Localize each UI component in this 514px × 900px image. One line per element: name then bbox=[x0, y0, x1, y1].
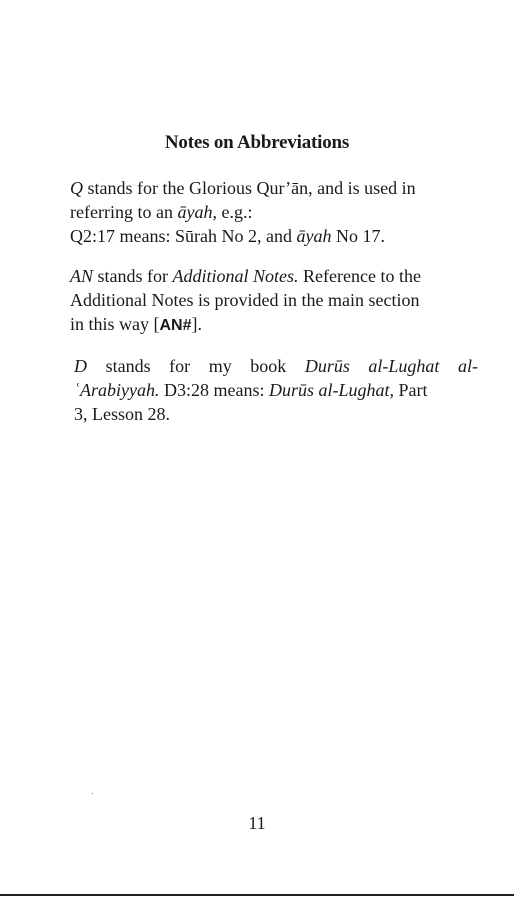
book-title: Durūs al-Lughat, bbox=[268, 380, 394, 400]
text-span: No 17. bbox=[331, 226, 385, 246]
text-span: , e.g.: bbox=[212, 202, 253, 222]
text-line bbox=[70, 224, 478, 248]
text-span: stands for bbox=[93, 266, 173, 286]
text-span: Part bbox=[394, 380, 428, 400]
text-span: Q2:17 means: Sūrah No 2, and bbox=[70, 226, 297, 246]
text-line bbox=[70, 402, 478, 426]
text-span: D3:28 means: bbox=[159, 380, 269, 400]
note-marker: AN# bbox=[159, 317, 192, 334]
text-line bbox=[70, 288, 478, 312]
scan-speck bbox=[92, 793, 93, 794]
abbreviation-d: D bbox=[74, 356, 87, 376]
term-ayah: āyah bbox=[296, 226, 332, 246]
term-ayah: āyah bbox=[177, 202, 213, 222]
text-line bbox=[70, 264, 478, 288]
text-line bbox=[70, 378, 478, 402]
paragraph-q-abbreviation bbox=[70, 176, 478, 248]
page-bottom-edge bbox=[0, 894, 514, 896]
paragraph-an-abbreviation bbox=[70, 264, 478, 338]
text-span: stands for the Glorious Qur’ān, and is used in bbox=[83, 178, 416, 198]
page-number: 11 bbox=[248, 813, 266, 833]
text-line bbox=[70, 176, 478, 200]
text-span: 3, Lesson 28. bbox=[74, 404, 170, 424]
text-span: ]. bbox=[191, 314, 203, 334]
text-span: Reference to the bbox=[298, 266, 421, 286]
abbreviation-q: Q bbox=[70, 178, 83, 198]
text-line bbox=[70, 354, 478, 378]
text-span: Additional Notes is provided in the main section bbox=[70, 290, 420, 310]
book-title: Additional Notes. bbox=[172, 266, 299, 286]
paragraph-d-abbreviation bbox=[70, 354, 478, 426]
book-title: Durūs al-Lughat al- bbox=[304, 356, 478, 376]
text-line bbox=[70, 312, 478, 338]
book-title: ʿArabiyyah. bbox=[74, 380, 160, 400]
abbreviation-an: AN bbox=[70, 266, 94, 286]
page-heading: Notes on Abbreviations bbox=[164, 132, 350, 153]
text-span: stands for my book bbox=[87, 356, 305, 376]
text-span: in this way [ bbox=[70, 314, 160, 334]
text-span: referring to an bbox=[70, 202, 178, 222]
text-line bbox=[70, 200, 478, 224]
